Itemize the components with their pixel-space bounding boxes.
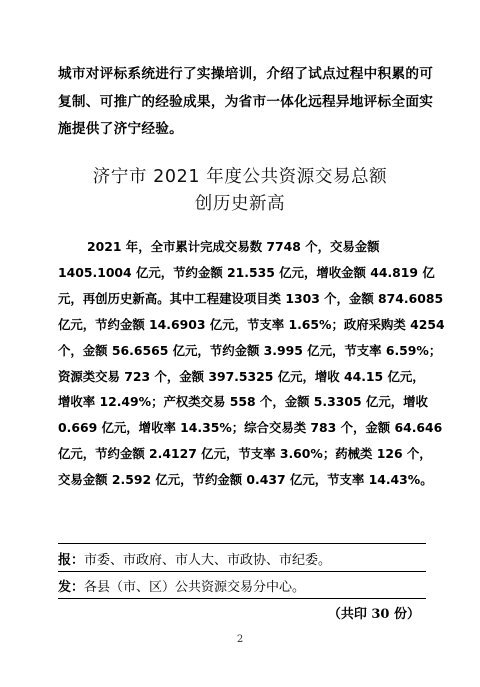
report-recipients: 市委、市政府、市人大、市政协、市纪委。 xyxy=(84,553,332,568)
send-to-line xyxy=(58,576,305,595)
body-line: 亿元，节约金额 2.4127 亿元，节支率 3.60%；药械类 126 个， xyxy=(58,446,432,462)
body-line: 增收率 12.49%；产权类交易 558 个，金额 5.3305 亿元，增收 xyxy=(58,394,428,410)
intro-line: 城市对评标系统进行了实操培训，介绍了试点过程中积累的可 xyxy=(58,66,434,82)
body-line: 2021 年，全市累计完成交易数 7748 个，交易金额 xyxy=(87,239,380,254)
body-line: 0.669 亿元，增收率 14.35%；综合交易类 783 个，金额 64.646 xyxy=(58,420,443,436)
intro-line: 施提供了济宁经验。 xyxy=(58,121,184,137)
report-label: 报： xyxy=(58,553,85,568)
copies-count: （共印 30 份） xyxy=(327,607,420,622)
article-title-line-2: 创历史新高 xyxy=(194,194,286,214)
article-body xyxy=(58,234,445,493)
intro-paragraph xyxy=(58,61,434,144)
body-line: 个，金额 56.6565 亿元，节约金额 3.995 亿元，节支率 6.59%； xyxy=(58,342,442,358)
article-title-line-1: 济宁市 2021 年度公共资源交易总额 xyxy=(92,167,388,187)
divider-top xyxy=(58,543,426,544)
send-recipients: 各县（市、区）公共资源交易分中心。 xyxy=(84,580,306,595)
body-line: 1405.1004 亿元，节约金额 21.535 亿元，增收金额 44.819 亿 xyxy=(58,264,435,280)
page-number: 2 xyxy=(236,634,244,645)
intro-line: 复制、可推广的经验成果，为省市一体化远程异地评标全面实 xyxy=(58,93,434,110)
body-line: 交易金额 2.592 亿元，节约金额 0.437 亿元，节支率 14.43%。 xyxy=(58,472,433,488)
body-line: 亿元，节约金额 14.6903 亿元，节支率 1.65%；政府采购类 4254 xyxy=(58,316,445,332)
divider-bottom xyxy=(58,598,426,599)
send-label: 发： xyxy=(58,580,85,595)
report-to-line xyxy=(58,549,331,568)
divider-middle xyxy=(58,571,426,572)
body-line: 元，再创历史新高。其中工程建设项目类 1303 个，金额 874.6085 xyxy=(58,290,444,306)
body-line: 资源类交易 723 个，金额 397.5325 亿元，增收 44.15 亿元， xyxy=(58,368,425,384)
